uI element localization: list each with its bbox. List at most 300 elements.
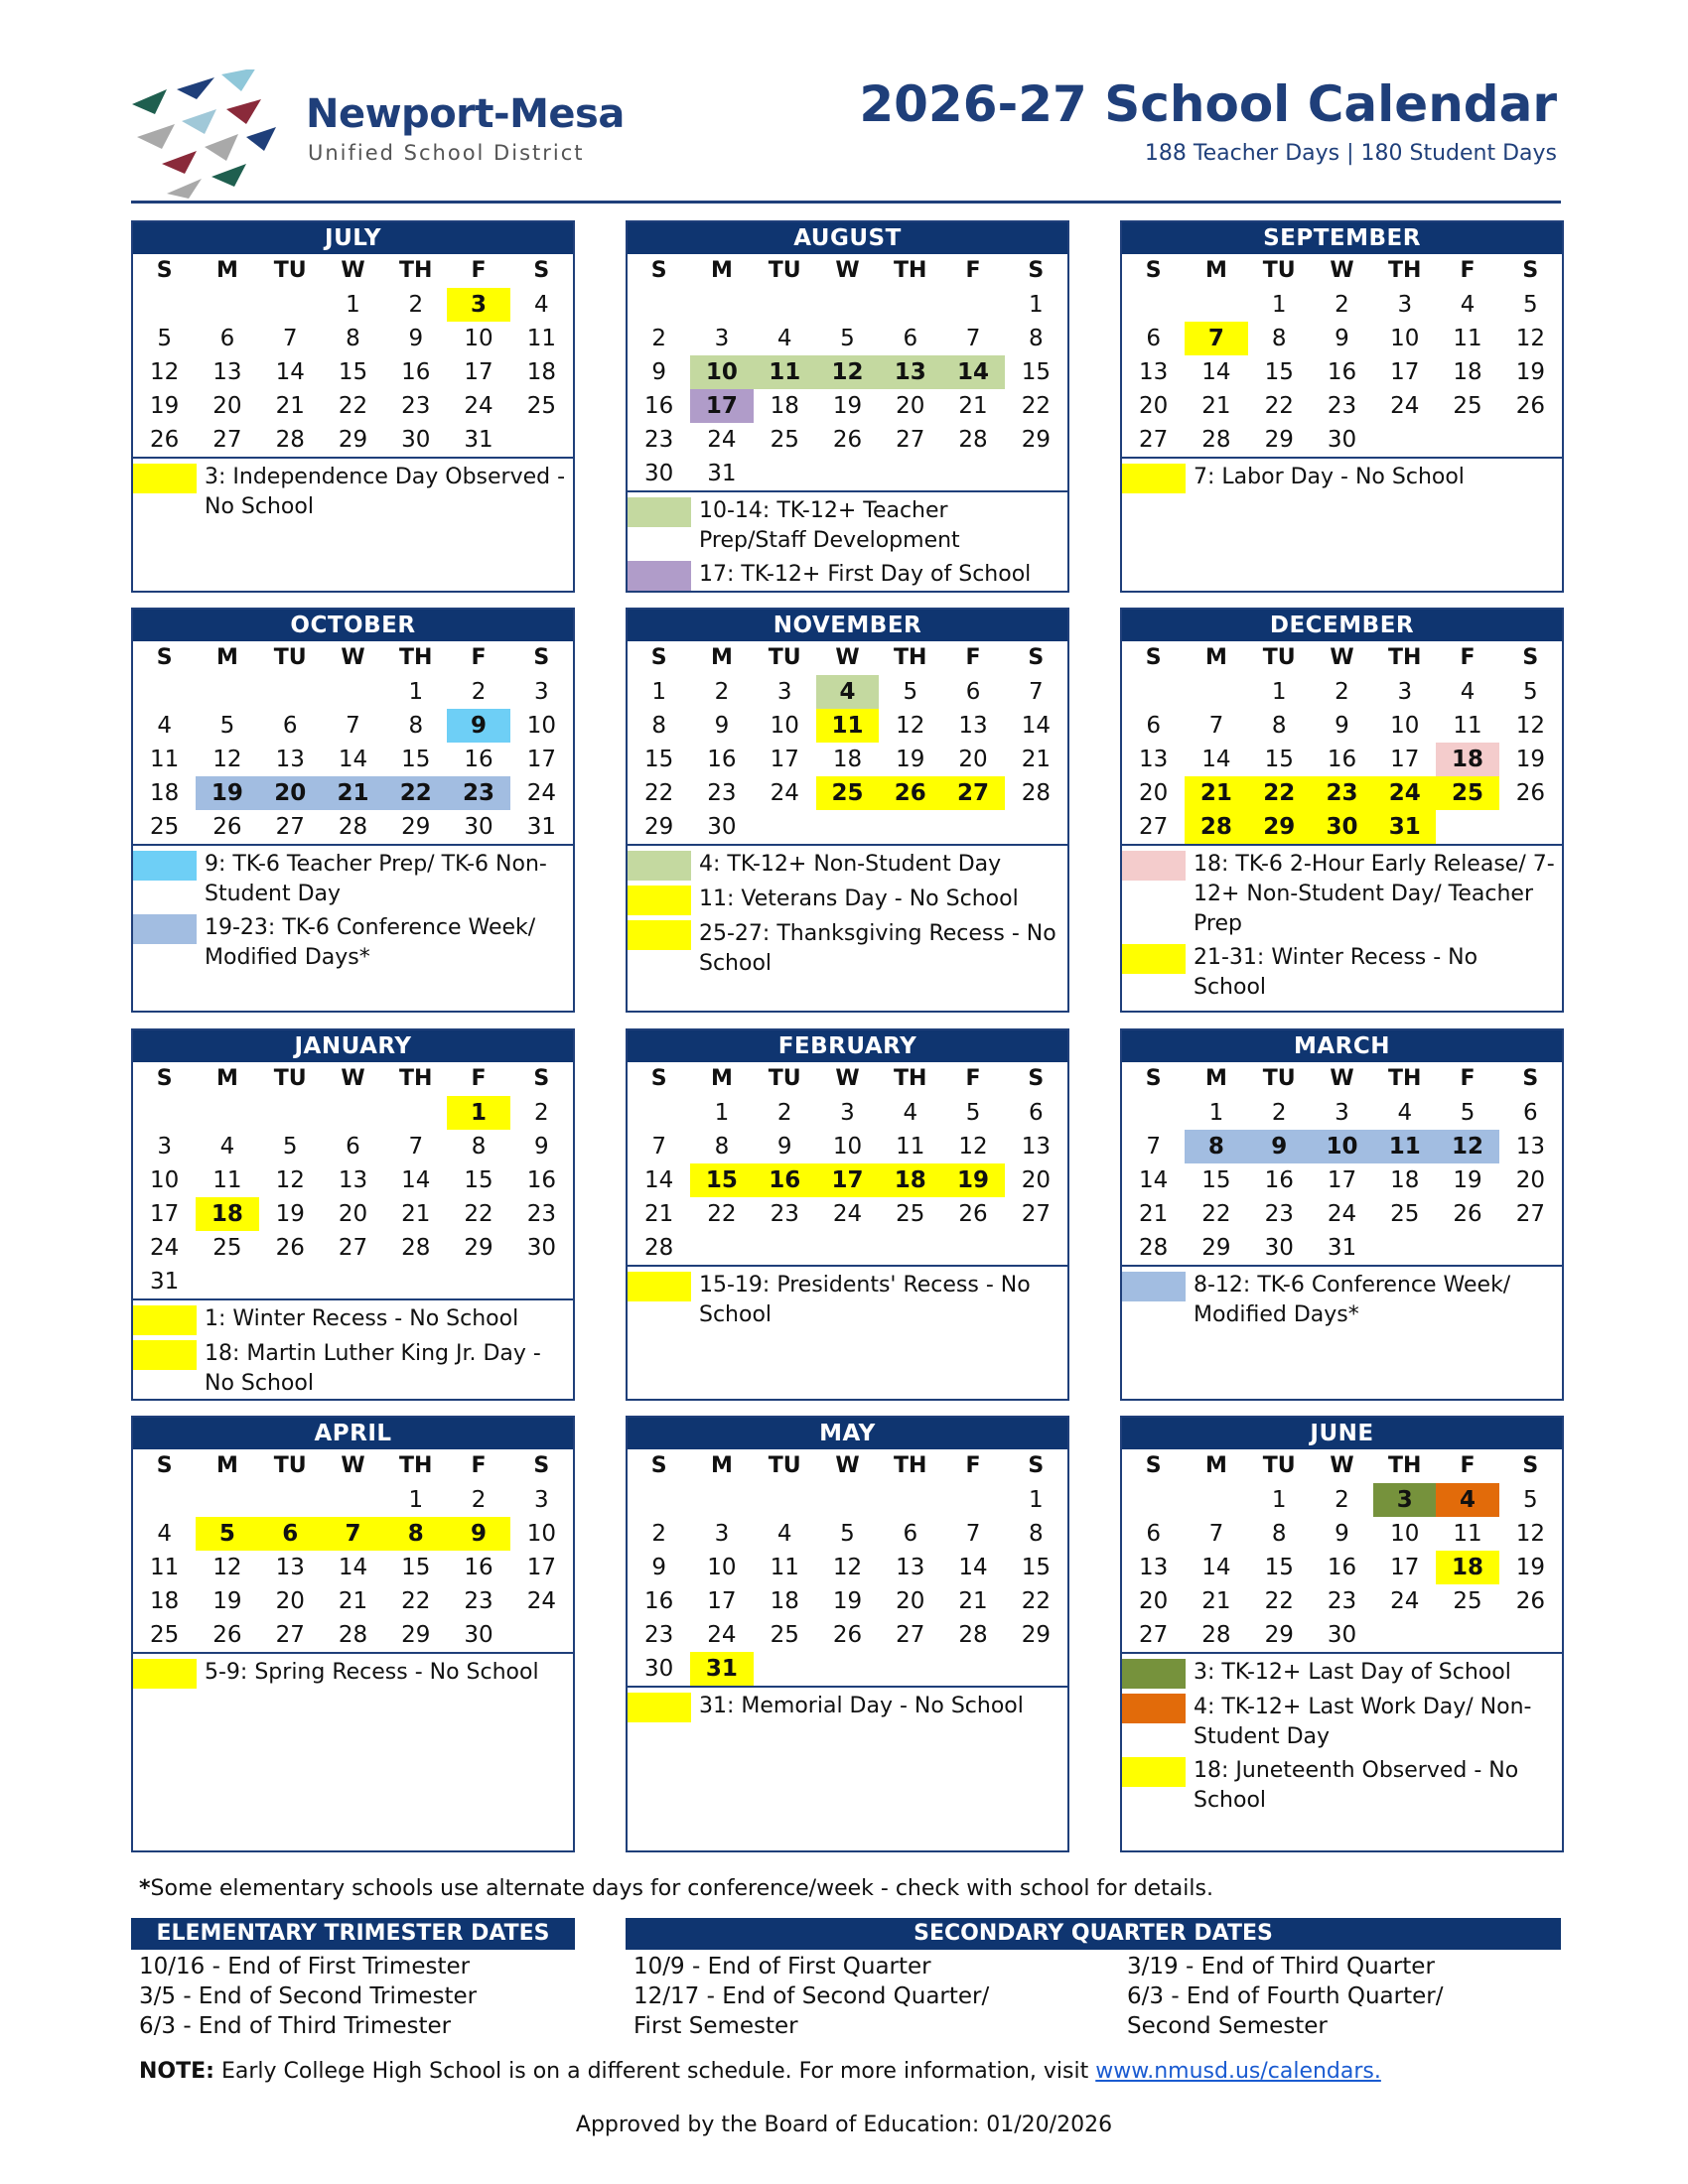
legend-text: 31: Memorial Day - No School	[699, 1694, 1024, 1718]
day-cell: 23	[707, 780, 737, 806]
week-row	[1122, 1483, 1562, 1517]
day-cell: 16	[644, 1588, 674, 1614]
weekday-label: W	[835, 1066, 860, 1091]
month-legend	[133, 1654, 573, 1697]
empty-cell	[322, 1265, 384, 1298]
week-row	[133, 1197, 573, 1231]
day-cell: 5	[196, 1517, 258, 1551]
empty-cell	[879, 1231, 941, 1265]
day-cell: 20	[338, 1201, 368, 1227]
day-cell: 8	[384, 1517, 447, 1551]
weekday-label: S	[1522, 1066, 1539, 1091]
legend-item	[133, 850, 573, 909]
day-cell: 3	[534, 679, 549, 705]
weekday-header	[1122, 1449, 1562, 1483]
day-cell: 14	[644, 1167, 674, 1193]
day-cell: 18	[879, 1163, 941, 1197]
weekday-label: M	[1204, 645, 1227, 670]
day-cell: 21	[1201, 393, 1231, 419]
week-row	[133, 355, 573, 389]
empty-cell	[941, 810, 1004, 844]
empty-cell	[447, 1265, 509, 1298]
day-cell: 4	[1460, 292, 1476, 318]
month-days	[628, 1449, 1067, 1688]
empty-cell	[754, 1231, 816, 1265]
day-cell: 10	[690, 355, 753, 389]
weekday-label: TU	[1262, 645, 1296, 670]
empty-cell	[510, 1265, 573, 1298]
day-cell: 10	[1390, 1521, 1420, 1547]
week-row	[1122, 1231, 1562, 1265]
empty-cell	[1436, 1618, 1498, 1652]
day-cell: 27	[1515, 1201, 1545, 1227]
empty-cell	[1436, 423, 1498, 457]
calendars-link[interactable]: www.nmusd.us/calendars.	[1095, 2059, 1381, 2084]
week-row	[1122, 675, 1562, 709]
day-cell: 27	[1139, 427, 1169, 453]
week-row	[133, 776, 573, 810]
day-cell: 19	[1515, 747, 1545, 772]
day-cell: 11	[150, 1555, 180, 1580]
day-cell: 8	[1185, 1130, 1247, 1163]
weekday-label: S	[156, 258, 173, 283]
weekday-label: W	[341, 1066, 365, 1091]
week-row	[1122, 355, 1562, 389]
weekday-label: W	[835, 1453, 860, 1478]
day-cell: 13	[958, 713, 988, 739]
week-row	[133, 1584, 573, 1618]
empty-cell	[690, 1231, 753, 1265]
week-row	[133, 1163, 573, 1197]
day-cell: 18	[770, 1588, 799, 1614]
weekday-label: M	[710, 258, 733, 283]
day-cell: 29	[401, 814, 431, 840]
week-row	[133, 1551, 573, 1584]
weekday-label: TU	[1262, 1453, 1296, 1478]
secondary-dates-header: SECONDARY QUARTER DATES	[626, 1918, 1561, 1950]
day-cell: 21	[1185, 776, 1247, 810]
day-cell: 6	[1146, 326, 1161, 351]
weekday-label: W	[835, 258, 860, 283]
day-cell: 16	[644, 393, 674, 419]
month-legend	[628, 492, 1067, 599]
weekday-label: W	[1330, 1066, 1354, 1091]
day-cell: 9	[1335, 326, 1349, 351]
day-cell: 8	[1271, 326, 1287, 351]
day-cell: 23	[526, 1201, 556, 1227]
day-cell: 17	[526, 747, 556, 772]
month-legend	[628, 846, 1067, 987]
day-cell: 8	[408, 713, 424, 739]
day-cell: 14	[338, 747, 368, 772]
day-cell: 20	[1139, 1588, 1169, 1614]
weekday-header	[1122, 641, 1562, 675]
day-cell: 10	[832, 1134, 863, 1160]
day-cell: 4	[157, 1521, 172, 1547]
day-cell: 17	[1327, 1167, 1357, 1193]
empty-cell	[941, 1231, 1004, 1265]
month-title: DECEMBER	[1122, 610, 1562, 641]
day-cell: 14	[275, 359, 305, 385]
day-cell: 22	[401, 1588, 431, 1614]
week-row	[628, 675, 1067, 709]
week-row	[1122, 743, 1562, 776]
day-cell: 24	[1390, 1588, 1420, 1614]
empty-cell	[816, 288, 879, 322]
legend-item	[1122, 1756, 1562, 1816]
day-cell: 5	[840, 326, 855, 351]
weekday-label: F	[965, 1066, 981, 1091]
date-item: 12/17 - End of Second Quarter/	[633, 1983, 990, 2009]
week-row	[628, 776, 1067, 810]
month-days	[133, 1449, 573, 1654]
day-cell: 16	[464, 747, 493, 772]
legend-swatch	[628, 1693, 691, 1722]
day-cell: 22	[338, 393, 368, 419]
day-cell: 5	[157, 326, 172, 351]
day-cell: 22	[1264, 1588, 1294, 1614]
date-item: Second Semester	[1127, 2013, 1328, 2039]
day-cell: 7	[1185, 322, 1247, 355]
day-cell: 3	[1397, 292, 1413, 318]
day-cell: 12	[1515, 1521, 1545, 1547]
day-cell: 20	[259, 776, 322, 810]
day-cell: 5	[1523, 292, 1538, 318]
day-cell: 9	[1335, 713, 1349, 739]
day-cell: 31	[150, 1269, 180, 1295]
weekday-label: S	[1028, 1453, 1045, 1478]
empty-cell	[1005, 810, 1067, 844]
weekday-label: S	[533, 1453, 550, 1478]
weekday-label: S	[156, 645, 173, 670]
day-cell: 18	[150, 780, 180, 806]
date-item: 6/3 - End of Fourth Quarter/	[1127, 1983, 1444, 2009]
day-cell: 20	[1139, 393, 1169, 419]
legend-item	[133, 1658, 573, 1689]
day-cell: 31	[526, 814, 556, 840]
day-cell: 12	[1436, 1130, 1498, 1163]
day-cell: 14	[1201, 359, 1231, 385]
week-row	[628, 1517, 1067, 1551]
weekday-label: TH	[894, 1066, 927, 1091]
month-title: FEBRUARY	[628, 1030, 1067, 1062]
day-cell: 12	[832, 1555, 863, 1580]
day-cell: 18	[526, 359, 556, 385]
day-cell: 27	[896, 427, 925, 453]
legend-item	[133, 1339, 573, 1399]
day-cell: 21	[1201, 1588, 1231, 1614]
month-legend	[628, 1688, 1067, 1730]
legend-item	[1122, 1271, 1562, 1330]
day-cell: 19	[832, 1588, 863, 1614]
day-cell: 12	[150, 359, 180, 385]
day-cell: 11	[816, 709, 879, 743]
week-row	[628, 743, 1067, 776]
empty-cell	[1499, 1231, 1562, 1265]
month-title: APRIL	[133, 1418, 573, 1449]
legend-swatch	[1122, 464, 1186, 493]
empty-cell	[196, 1096, 258, 1130]
day-cell: 18	[1436, 1551, 1498, 1584]
weekday-label: S	[650, 258, 667, 283]
empty-cell	[628, 1096, 690, 1130]
day-cell: 15	[1201, 1167, 1231, 1193]
day-cell: 7	[1146, 1134, 1161, 1160]
day-cell: 10	[707, 1555, 737, 1580]
day-cell: 23	[644, 427, 674, 453]
logo-name: Newport-Mesa	[306, 91, 625, 137]
weekday-header	[628, 1449, 1067, 1483]
day-cell: 29	[1021, 427, 1051, 453]
day-cell: 3	[714, 1521, 730, 1547]
day-cell: 26	[1515, 393, 1545, 419]
month-august	[626, 220, 1069, 593]
day-cell: 26	[832, 1622, 863, 1648]
day-cell: 13	[879, 355, 941, 389]
weekday-label: W	[1330, 645, 1354, 670]
day-cell: 9	[1248, 1130, 1311, 1163]
day-cell: 13	[1139, 359, 1169, 385]
day-cell: 29	[1248, 810, 1311, 844]
week-row	[628, 288, 1067, 322]
weekday-label: TU	[1262, 1066, 1296, 1091]
day-cell: 23	[1327, 1588, 1357, 1614]
week-row	[628, 355, 1067, 389]
day-cell: 6	[1146, 713, 1161, 739]
header-divider	[131, 201, 1561, 204]
day-cell: 18	[832, 747, 863, 772]
day-cell: 20	[1021, 1167, 1051, 1193]
day-cell: 1	[1029, 1487, 1044, 1513]
day-cell: 18	[1436, 743, 1498, 776]
weekday-label: TH	[1388, 645, 1422, 670]
day-cell: 27	[338, 1235, 368, 1261]
day-cell: 23	[1327, 393, 1357, 419]
month-title: MARCH	[1122, 1030, 1562, 1062]
day-cell: 13	[1139, 747, 1169, 772]
day-cell: 5	[219, 713, 235, 739]
empty-cell	[1499, 423, 1562, 457]
empty-cell	[1185, 1483, 1247, 1517]
weekday-label: S	[1522, 645, 1539, 670]
week-row	[1122, 1517, 1562, 1551]
day-cell: 5	[903, 679, 918, 705]
legend-text: 1: Winter Recess - No School	[205, 1306, 519, 1331]
day-cell: 9	[447, 709, 509, 743]
day-cell: 7	[965, 326, 981, 351]
day-cell: 24	[526, 1588, 556, 1614]
day-cell: 30	[526, 1235, 556, 1261]
day-cell: 23	[1264, 1201, 1294, 1227]
weekday-label: S	[533, 258, 550, 283]
week-row	[1122, 1163, 1562, 1197]
day-cell: 2	[408, 292, 424, 318]
day-cell: 12	[896, 713, 925, 739]
day-cell: 22	[1264, 393, 1294, 419]
day-cell: 20	[896, 1588, 925, 1614]
month-title: JANUARY	[133, 1030, 573, 1062]
day-cell: 19	[896, 747, 925, 772]
day-cell: 1	[714, 1100, 730, 1126]
day-cell: 19	[196, 776, 258, 810]
empty-cell	[259, 1483, 322, 1517]
month-may	[626, 1416, 1069, 1852]
legend-swatch	[628, 1272, 691, 1301]
day-cell: 19	[941, 1163, 1004, 1197]
day-cell: 8	[1271, 1521, 1287, 1547]
day-cell: 16	[1327, 1555, 1357, 1580]
empty-cell	[1185, 675, 1247, 709]
week-row	[1122, 1618, 1562, 1652]
day-cell: 28	[1201, 427, 1231, 453]
legend-swatch	[1122, 1272, 1186, 1301]
week-row	[133, 322, 573, 355]
month-days	[628, 1062, 1067, 1267]
week-row	[133, 1483, 573, 1517]
empty-cell	[879, 1483, 941, 1517]
date-item: 6/3 - End of Third Trimester	[139, 2013, 452, 2039]
weekday-header	[628, 254, 1067, 288]
empty-cell	[1005, 1231, 1067, 1265]
weekday-header	[133, 1449, 573, 1483]
week-row	[133, 1618, 573, 1652]
empty-cell	[384, 1096, 447, 1130]
weekday-label: S	[1145, 645, 1162, 670]
day-cell: 15	[464, 1167, 493, 1193]
day-cell: 21	[401, 1201, 431, 1227]
day-cell: 15	[1021, 359, 1051, 385]
day-cell: 1	[408, 679, 424, 705]
day-cell: 26	[958, 1201, 988, 1227]
weekday-label: S	[156, 1066, 173, 1091]
day-cell: 24	[707, 427, 737, 453]
weekday-label: M	[1204, 258, 1227, 283]
empty-cell	[1122, 1096, 1185, 1130]
week-row	[1122, 776, 1562, 810]
day-cell: 31	[690, 1652, 753, 1686]
day-cell: 14	[941, 355, 1004, 389]
day-cell: 26	[879, 776, 941, 810]
day-cell: 18	[150, 1588, 180, 1614]
weekday-label: F	[965, 645, 981, 670]
weekday-label: TU	[768, 645, 801, 670]
day-cell: 30	[1311, 810, 1373, 844]
empty-cell	[754, 1652, 816, 1686]
day-cell: 11	[770, 1555, 799, 1580]
weekday-label: TH	[1388, 1453, 1422, 1478]
legend-swatch	[1122, 1757, 1186, 1787]
week-row	[1122, 389, 1562, 423]
date-item: 10/16 - End of First Trimester	[139, 1954, 471, 1979]
weekday-label: M	[710, 1453, 733, 1478]
day-cell: 29	[464, 1235, 493, 1261]
empty-cell	[322, 1483, 384, 1517]
weekday-label: TH	[399, 258, 433, 283]
weekday-label: TH	[894, 258, 927, 283]
day-cell: 3	[1397, 679, 1413, 705]
legend-item	[628, 560, 1067, 591]
weekday-label: TU	[1262, 258, 1296, 283]
month-days	[628, 254, 1067, 492]
weekday-label: TU	[273, 1453, 307, 1478]
weekday-label: S	[650, 645, 667, 670]
empty-cell	[1499, 810, 1562, 844]
day-cell: 24	[526, 780, 556, 806]
empty-cell	[1122, 675, 1185, 709]
month-february	[626, 1028, 1069, 1401]
day-cell: 5	[282, 1134, 298, 1160]
empty-cell	[510, 1618, 573, 1652]
weekday-label: W	[341, 258, 365, 283]
week-row	[628, 1231, 1067, 1265]
weekday-label: F	[965, 258, 981, 283]
month-legend	[133, 459, 573, 530]
weekday-label: S	[1028, 258, 1045, 283]
day-cell: 17	[707, 1588, 737, 1614]
day-cell: 5	[1460, 1100, 1476, 1126]
month-days	[1122, 641, 1562, 846]
week-row	[628, 1618, 1067, 1652]
day-cell: 11	[150, 747, 180, 772]
weekday-label: W	[835, 645, 860, 670]
weekday-label: S	[650, 1066, 667, 1091]
week-row	[628, 423, 1067, 457]
day-cell: 6	[1029, 1100, 1044, 1126]
day-cell: 2	[1335, 292, 1349, 318]
empty-cell	[879, 457, 941, 490]
empty-cell	[196, 1483, 258, 1517]
day-cell: 25	[770, 427, 799, 453]
weekday-header	[133, 254, 573, 288]
week-row	[1122, 1130, 1562, 1163]
week-row	[133, 1231, 573, 1265]
day-cell: 7	[408, 1134, 424, 1160]
empty-cell	[1185, 288, 1247, 322]
day-cell: 16	[754, 1163, 816, 1197]
week-row	[628, 1551, 1067, 1584]
day-cell: 7	[282, 326, 298, 351]
empty-cell	[628, 1483, 690, 1517]
weekday-label: S	[156, 1453, 173, 1478]
day-cell: 24	[707, 1622, 737, 1648]
district-logo	[127, 69, 625, 199]
day-cell: 29	[1264, 427, 1294, 453]
day-cell: 9	[408, 326, 424, 351]
day-cell: 27	[275, 1622, 305, 1648]
legend-text: 8-12: TK-6 Conference Week/ Modified Days*	[1194, 1273, 1511, 1327]
note	[139, 2059, 1381, 2084]
day-cell: 21	[1139, 1201, 1169, 1227]
weekday-header	[133, 641, 573, 675]
day-cell: 13	[338, 1167, 368, 1193]
day-cell: 30	[644, 1656, 674, 1682]
week-row	[1122, 1584, 1562, 1618]
month-days	[628, 641, 1067, 846]
day-cell: 4	[903, 1100, 918, 1126]
empty-cell	[816, 1652, 879, 1686]
day-cell: 10	[1390, 713, 1420, 739]
empty-cell	[941, 1483, 1004, 1517]
day-cell: 20	[958, 747, 988, 772]
weekday-label: S	[1145, 1066, 1162, 1091]
month-september	[1120, 220, 1564, 593]
empty-cell	[1005, 1652, 1067, 1686]
day-cell: 4	[816, 675, 879, 709]
day-cell: 11	[1453, 713, 1482, 739]
weekday-label: M	[215, 1066, 238, 1091]
day-cell: 4	[1460, 679, 1476, 705]
day-cell: 2	[471, 1487, 487, 1513]
